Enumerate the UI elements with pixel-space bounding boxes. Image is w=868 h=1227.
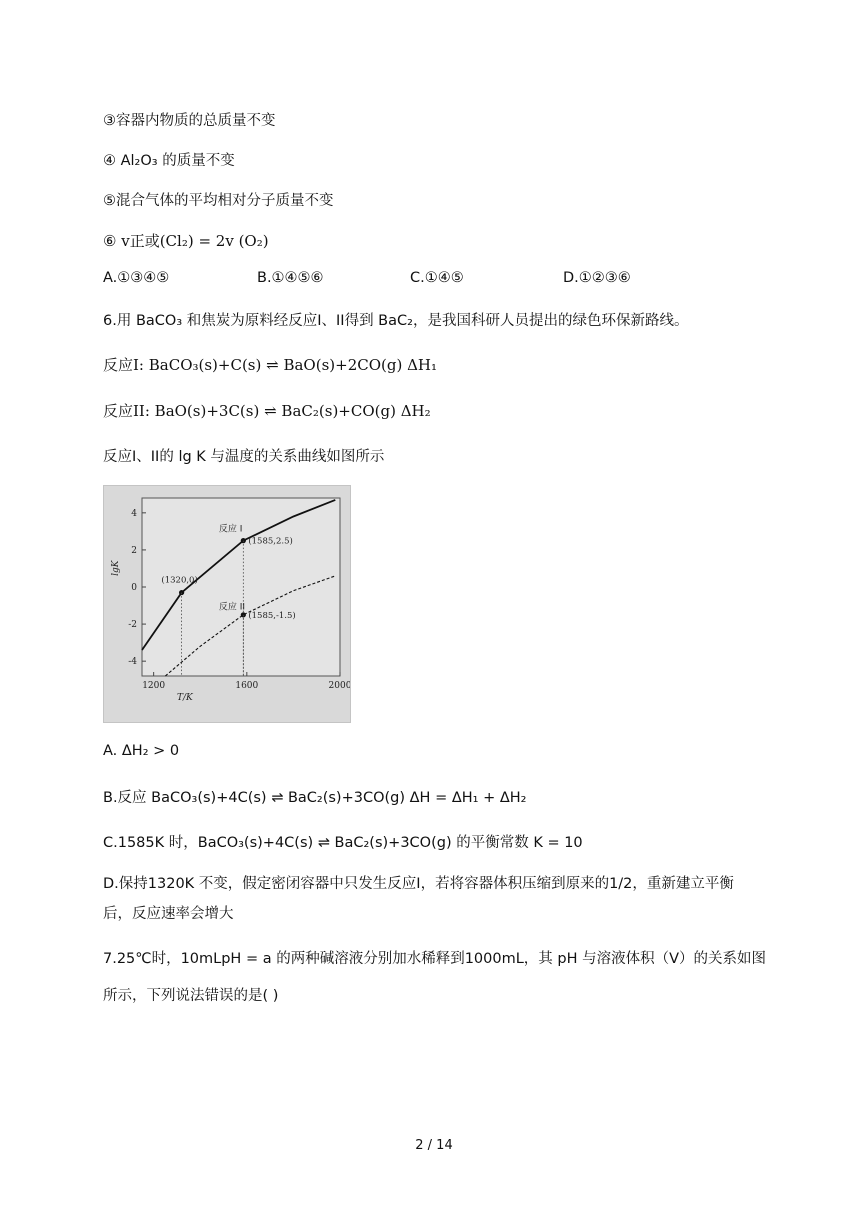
q5-options: [103, 270, 763, 292]
option-b: B.①④⑤⑥: [257, 270, 324, 286]
x-tick-label: 1200: [142, 681, 166, 691]
statement-3: ③容器内物质的总质量不变: [103, 113, 276, 129]
q6-option-b: B.反应 BaCO₃(s)+4C(s) ⇌ BaC₂(s)+3CO(g) ΔH = ΔH₁ + ΔH₂: [103, 790, 527, 806]
x-tick-label: 2000: [328, 681, 350, 691]
chart-svg: [104, 486, 350, 722]
y-tick-label: 0: [131, 583, 137, 593]
option-a: A.①③④⑤: [103, 270, 170, 286]
statement-5: ⑤混合气体的平均相对分子质量不变: [103, 193, 334, 209]
annotation-label: (1585,2.5): [248, 536, 293, 547]
q6-option-c: C.1585K 时，BaCO₃(s)+4C(s) ⇌ BaC₂(s)+3CO(g) 的平衡常数 K = 10: [103, 835, 583, 851]
x-tick-label: 1600: [235, 681, 259, 691]
q7-stem: 7.25℃时，10mLpH = a 的两种碱溶液分别加水稀释到1000mL，其 pH 与溶液体积（V）的关系如图: [103, 951, 767, 967]
annotation-label: (1585,-1.5): [248, 610, 296, 621]
y-tick-label: 4: [131, 508, 137, 519]
q6-option-d-line1: D.保持1320K 不变，假定密闭容器中只发生反应I，若将容器体积压缩到原来的1/2，重新建立平衡: [103, 876, 734, 892]
y-tick-label: -2: [128, 620, 137, 631]
reaction-2: 反应II: BaO(s)+3C(s) ⇌ BaC₂(s)+CO(g) ΔH₂: [103, 402, 431, 420]
y-tick-label: -4: [128, 657, 137, 668]
statement-6: ⑥ v正或(Cl₂) = 2v (O₂): [103, 232, 269, 250]
x-axis-label: T/K: [176, 693, 193, 703]
series-reaction-2-label: 反应 II: [218, 602, 246, 613]
lgk-chart: [103, 485, 351, 723]
q6-option-a: A. ΔH₂ > 0: [103, 743, 180, 759]
q6-option-d-line2: 后，反应速率会增大: [103, 906, 234, 922]
option-c: C.①④⑤: [410, 270, 464, 286]
statement-4: ④ Al₂O₃ 的质量不变: [103, 153, 235, 169]
q6-stem: 6.用 BaCO₃ 和焦炭为原料经反应I、II得到 BaC₂，是我国科研人员提出的绿色环保新路线。: [103, 313, 689, 329]
graph-intro: 反应I、II的 lg K 与温度的关系曲线如图所示: [103, 449, 385, 465]
reaction-1: 反应I: BaCO₃(s)+C(s) ⇌ BaO(s)+2CO(g) ΔH₁: [103, 356, 438, 374]
y-axis-label: lgK: [111, 560, 121, 576]
annotation-label: (1320,0): [161, 575, 198, 586]
q7-stem-2: 所示，下列说法错误的是( ): [103, 988, 279, 1004]
series-reaction-1-label: 反应 I: [218, 524, 243, 535]
page-number: 2 / 14: [415, 1138, 453, 1153]
y-tick-label: 2: [131, 545, 137, 556]
option-d: D.①②③⑥: [563, 270, 631, 286]
